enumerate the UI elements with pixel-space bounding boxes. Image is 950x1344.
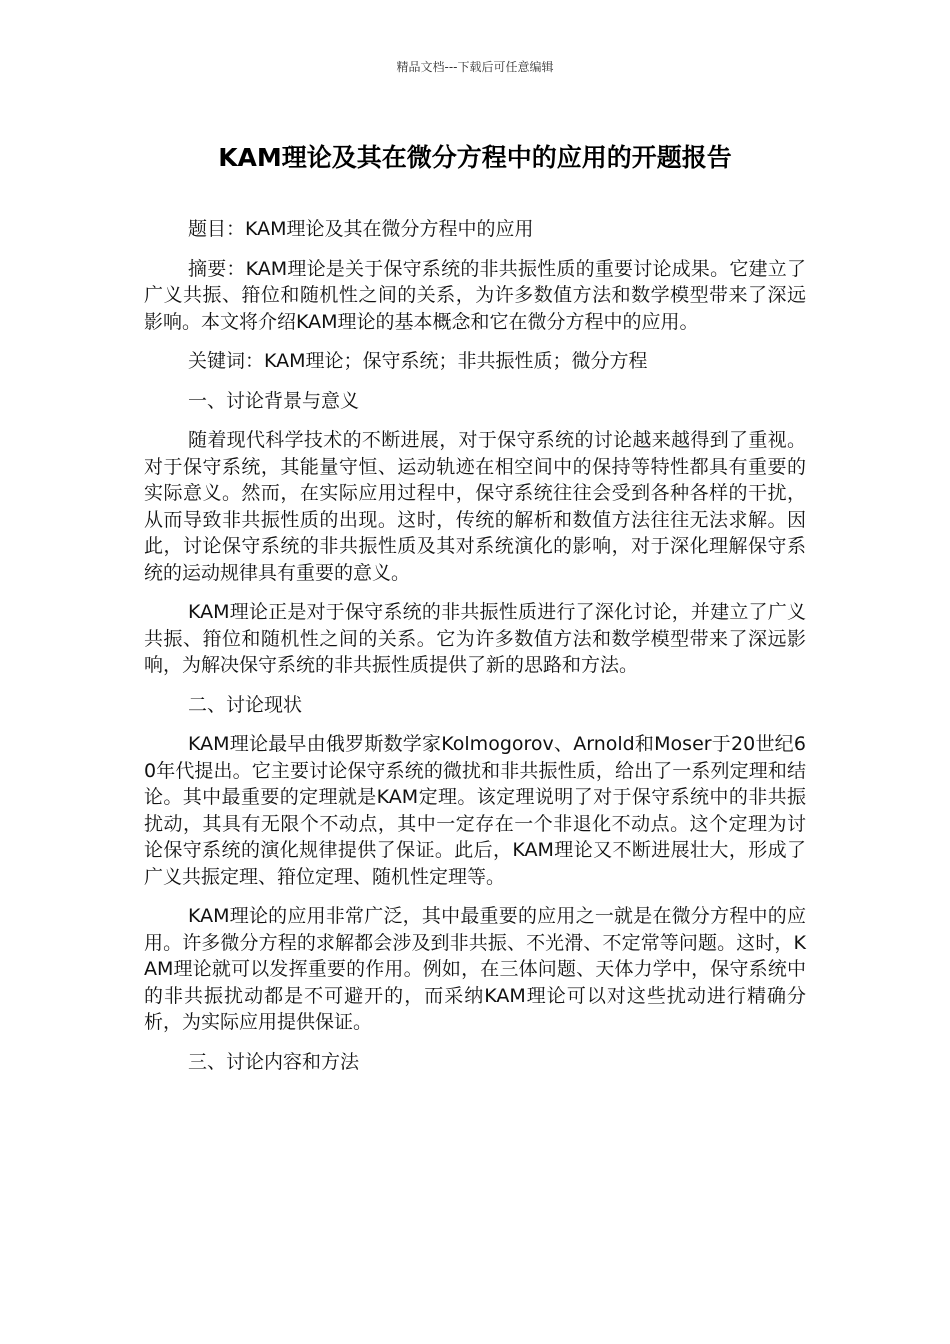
body-paragraph: KAM理论最早由俄罗斯数学家Kolmogorov、Arnold和Moser于20世纪60年代提出。它主要讨论保守系统的微扰和非共振性质，给出了一系列定理和结论。其中最重要的定理就是KAM定理。该定理说明了对于保守系统中的非共振扰动，其具有无限个不动点，其中一定存在一个非退化不动点。这个定理为讨论保守系统的演化规律提供了保证。此后，KAM理论又不断进展壮大，形成了广义共振定理、箝位定理、随机性定理等。: [144, 733, 806, 888]
section-heading-methods: 三、讨论内容和方法: [188, 1050, 360, 1073]
document-body: [144, 216, 806, 1088]
document-title: KAM理论及其在微分方程中的应用的开题报告: [218, 143, 732, 172]
body-paragraph: 随着现代科学技术的不断进展，对于保守系统的讨论越来越得到了重视。对于保守系统，其能量守恒、运动轨迹在相空间中的保持等特性都具有重要的实际意义。然而，在实际应用过程中，保守系统往往会受到各种各样的干扰，从而导致非共振性质的出现。这时，传统的解析和数值方法往往无法求解。因此，讨论保守系统的非共振性质及其对系统演化的影响，对于深化理解保守系统的运动规律具有重要的意义。: [144, 429, 806, 584]
header-note: 精品文档---下载后可任意编辑: [396, 60, 554, 74]
subject-line: 题目：KAM理论及其在微分方程中的应用: [188, 218, 534, 240]
section-heading-status: 二、讨论现状: [188, 693, 303, 716]
keywords-line: 关键词：KAM理论；保守系统；非共振性质；微分方程: [188, 350, 648, 372]
abstract-paragraph: 摘要：KAM理论是关于保守系统的非共振性质的重要讨论成果。它建立了广义共振、箝位和随机性之间的关系，为许多数值方法和数学模型带来了深远影响。本文将介绍KAM理论的基本概念和它在微分方程中的应用。: [144, 257, 806, 333]
section-heading-background: 一、讨论背景与意义: [188, 389, 360, 412]
body-paragraph: KAM理论正是对于保守系统的非共振性质进行了深化讨论，并建立了广义共振、箝位和随机性之间的关系。它为许多数值方法和数学模型带来了深远影响，为解决保守系统的非共振性质提供了新的思路和方法。: [144, 601, 806, 676]
body-paragraph: KAM理论的应用非常广泛，其中最重要的应用之一就是在微分方程中的应用。许多微分方程的求解都会涉及到非共振、不光滑、不定常等问题。这时，KAM理论就可以发挥重要的作用。例如，在三体问题、天体力学中，保守系统中的非共振扰动都是不可避开的，而采纳KAM理论可以对这些扰动进行精确分析，为实际应用提供保证。: [144, 905, 806, 1033]
